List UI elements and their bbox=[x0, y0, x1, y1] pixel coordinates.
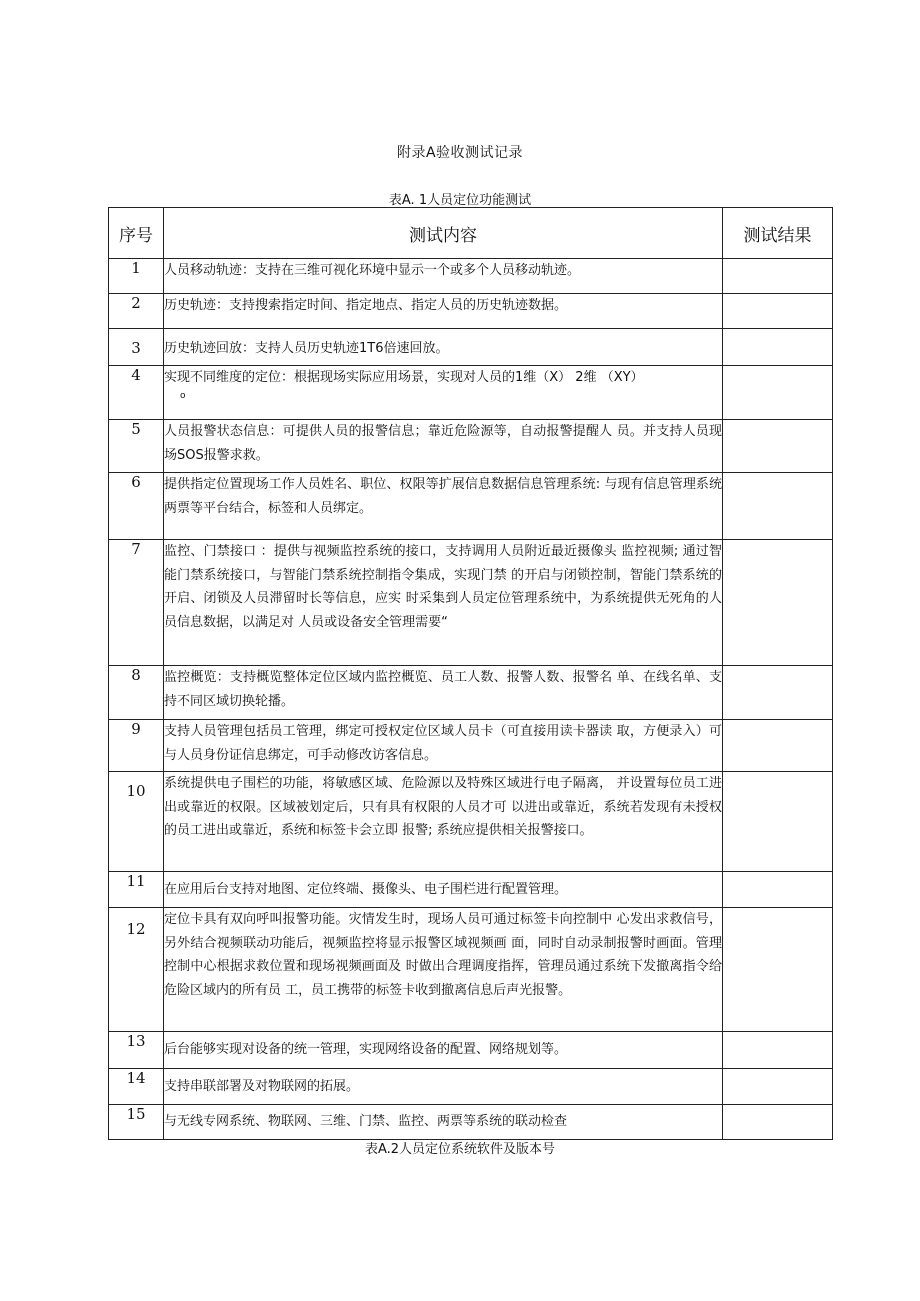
table-row bbox=[109, 1069, 833, 1105]
row-seq: 7 bbox=[109, 540, 164, 666]
row-seq: 2 bbox=[109, 294, 164, 329]
row-content: 在应用后台支持对地图、定位终端、摄像头、电子围栏进行配置管理。 bbox=[164, 872, 723, 908]
row-result bbox=[723, 908, 833, 1032]
row-result bbox=[723, 666, 833, 720]
table-row bbox=[109, 908, 833, 1032]
table-row bbox=[109, 366, 833, 420]
row-content-text: 实现不同维度的定位：根据现场实际应用场景，实现对人员的1维（X） 2维 （XY） bbox=[164, 370, 644, 385]
row-content: 与无线专网系统、物联网、三维、门禁、监控、两票等系统的联动检查 bbox=[164, 1105, 723, 1140]
row-result bbox=[723, 872, 833, 908]
row-seq: 4 bbox=[109, 366, 164, 420]
row-result bbox=[723, 1105, 833, 1140]
table-a1-caption: 表A. 1人员定位功能测试 bbox=[388, 193, 532, 208]
row-result bbox=[723, 473, 833, 540]
table-row bbox=[109, 259, 833, 294]
table-a2-caption: 表A.2人员定位系统软件及版本号 bbox=[364, 1142, 556, 1157]
row-content: 历史轨迹：支持搜索指定时间、指定地点、指定人员的历史轨迹数据。 bbox=[164, 294, 723, 329]
row-content: 支持串联部署及对物联网的拓展。 bbox=[164, 1069, 723, 1105]
row-seq: 15 bbox=[109, 1105, 164, 1140]
table-row bbox=[109, 720, 833, 772]
row-content: 系统提供电子围栏的功能，将敏感区域、危险源以及特殊区域进行电子隔离， 并设置每位员工进出或靠近的权限。区域被划定后，只有具有权限的人员才可 以进出或靠近，系统若发现有未授权的员工进出或靠近，系统和标签卡会立即 报警; 系统应提供相关报警接口。 bbox=[164, 772, 723, 872]
row-content: 监控、门禁接口 ：提供与视频监控系统的接口，支持调用人员附近最近摄像头 监控视频; 通过智能门禁系统接口，与智能门禁系统控制指令集成，实现门禁 的开启与闭锁控制，智能门禁系统的开启、闭锁及人员滞留时长等信息，应实 时采集到人员定位管理系统中，为系统提供无死角的人员信息数据，以满足对 人员或设备安全管理需要“ bbox=[164, 540, 723, 666]
row-result bbox=[723, 294, 833, 329]
row-content: 监控概览：支持概览整体定位区域内监控概览、员工人数、报警人数、报警名 单、在线名单、支持不同区域切换轮播。 bbox=[164, 666, 723, 720]
row-seq: 11 bbox=[109, 872, 164, 908]
row-result bbox=[723, 259, 833, 294]
row-content: 支持人员管理包括员工管理，绑定可授权定位区域人员卡（可直接用读卡器读 取，方便录入）可与人员身份证信息绑定，可手动修改访客信息。 bbox=[164, 720, 723, 772]
row-seq: 5 bbox=[109, 420, 164, 473]
row-content: 提供指定位置现场工作人员姓名、职位、权限等扩展信息数据信息管理系统: 与现有信息管理系统两票等平台结合，标签和人员绑定。 bbox=[164, 473, 723, 540]
table-row bbox=[109, 1105, 833, 1140]
table-row bbox=[109, 420, 833, 473]
row-result bbox=[723, 329, 833, 366]
row-seq: 3 bbox=[109, 329, 164, 366]
row-seq: 13 bbox=[109, 1032, 164, 1069]
row-result bbox=[723, 1032, 833, 1069]
table-row bbox=[109, 872, 833, 908]
row-content: 定位卡具有双向呼叫报警功能。灾情发生时，现场人员可通过标签卡向控制中 心发出求救信号，另外结合视频联动功能后，视频监控将显示报警区域视频画 面，同时自动录制报警时画面。管理控制中心根据求救位置和现场视频画面及 时做出合理调度指挥，管理员通过系统下发撤离指令给危险区域内的所有员 工，员工携带的标签卡收到撤离信息后声光报警。 bbox=[164, 908, 723, 1032]
table-row bbox=[109, 329, 833, 366]
table-header-row bbox=[109, 208, 833, 259]
row-result bbox=[723, 772, 833, 872]
header-content: 测试内容 bbox=[164, 208, 723, 259]
row-content-note: o bbox=[180, 390, 186, 401]
row-seq: 12 bbox=[109, 908, 164, 1032]
row-seq: 9 bbox=[109, 720, 164, 772]
table-row bbox=[109, 666, 833, 720]
row-seq: 14 bbox=[109, 1069, 164, 1105]
row-result bbox=[723, 1069, 833, 1105]
table-row bbox=[109, 1032, 833, 1069]
row-content: 人员移动轨迹：支持在三维可视化环境中显示一个或多个人员移动轨迹。 bbox=[164, 259, 723, 294]
table-row bbox=[109, 540, 833, 666]
table-row bbox=[109, 772, 833, 872]
row-seq: 8 bbox=[109, 666, 164, 720]
row-seq: 10 bbox=[109, 772, 164, 872]
row-seq: 1 bbox=[109, 259, 164, 294]
row-result bbox=[723, 366, 833, 420]
row-result bbox=[723, 540, 833, 666]
table-row bbox=[109, 473, 833, 540]
table-row bbox=[109, 294, 833, 329]
row-seq: 6 bbox=[109, 473, 164, 540]
function-test-table bbox=[108, 207, 833, 1140]
header-seq: 序号 bbox=[109, 208, 164, 259]
row-result bbox=[723, 720, 833, 772]
row-content bbox=[164, 366, 723, 420]
row-content: 历史轨迹回放：支持人员历史轨迹1T6倍速回放。 bbox=[164, 329, 723, 366]
row-result bbox=[723, 420, 833, 473]
header-result: 测试结果 bbox=[723, 208, 833, 259]
row-content: 人员报警状态信息：可提供人员的报警信息；靠近危险源等，自动报警提醒人 员。并支持人员现场SOS报警求救。 bbox=[164, 420, 723, 473]
row-content: 后台能够实现对设备的统一管理，实现网络设备的配置、网络规划等。 bbox=[164, 1032, 723, 1069]
appendix-title: 附录A验收测试记录 bbox=[396, 145, 524, 161]
